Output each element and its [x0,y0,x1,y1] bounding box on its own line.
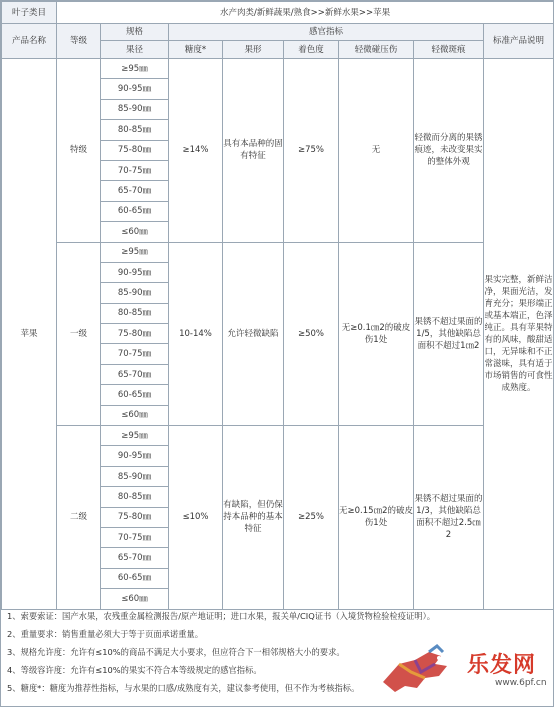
size-cell: 65-70㎜ [101,548,169,568]
size-cell: 85-90㎜ [101,283,169,303]
size-cell: 60-65㎜ [101,568,169,588]
grade-defect: 果锈不超过果面的1/5，其他缺陷总面积不超过1㎝2 [414,242,484,426]
size-cell: 80-85㎜ [101,120,169,140]
size-cell: ≥95㎜ [101,426,169,446]
watermark-url: www.6pf.cn [495,678,547,688]
size-cell: 65-70㎜ [101,181,169,201]
grade-name: 特级 [57,59,101,243]
grade-shape: 允许轻微缺陷 [223,242,284,426]
header-bruise: 轻微碰压伤 [339,41,414,59]
breadcrumb: 水产肉类/新鲜蔬果/熟食>>新鲜水果>>苹果 [57,2,554,24]
grade-color: ≥75% [284,59,339,243]
grade-color: ≥25% [284,426,339,610]
grade-color: ≥50% [284,242,339,426]
size-cell: ≥95㎜ [101,242,169,262]
grade-bruise: 无≥0.15㎝2的破皮伤1处 [339,426,414,610]
size-cell: 60-65㎜ [101,385,169,405]
size-cell: 70-75㎜ [101,160,169,180]
grade-sugar: 10-14% [169,242,223,426]
footnote: 4、等级容许度：允许有≤10%的果实不符合本等级规定的感官指标。 [7,665,262,675]
breadcrumb-label: 叶子类目 [2,2,57,24]
grade-name: 二级 [57,426,101,610]
header-grade: 等级 [57,24,101,59]
size-cell: 70-75㎜ [101,527,169,547]
header-shape: 果形 [223,41,284,59]
footnote: 1、索要索证：国产水果，农残重金属检测报告/原产地证明；进口水果，报关单/CIQ证书（入境货物检验检疫证明）。 [7,611,436,621]
size-cell: 75-80㎜ [101,140,169,160]
size-cell: 70-75㎜ [101,344,169,364]
size-cell: 90-95㎜ [101,262,169,282]
size-cell: 85-90㎜ [101,466,169,486]
size-cell: 65-70㎜ [101,364,169,384]
size-cell: 85-90㎜ [101,99,169,119]
header-sugar: 糖度* [169,41,223,59]
size-cell: 75-80㎜ [101,324,169,344]
grade-defect: 轻微而分离的果锈痕迹，未改变果实的整体外观 [414,59,484,243]
size-cell: ≤60㎜ [101,222,169,242]
watermark-text: 乐发网 [467,652,537,678]
grade-defect: 果锈不超过果面的1/3，其他缺陷总面积不超过2.5㎝2 [414,426,484,610]
size-cell: ≤60㎜ [101,405,169,425]
size-cell: 75-80㎜ [101,507,169,527]
header-defect: 轻微斑痕 [414,41,484,59]
watermark-logo [377,642,549,700]
size-cell: 80-85㎜ [101,303,169,323]
standard-description: 果实完整，新鲜洁净，果面光洁，发育充分；果形端正或基本端正，色泽纯正。具有苹果特有的风味，酸甜适口，无异味和不正常滋味，具有适于市场销售的可食性成熟度。 [484,59,554,610]
grade-sugar: ≤10% [169,426,223,610]
header-spec: 规格 [101,24,169,41]
header-diameter: 果径 [101,41,169,59]
size-cell: 90-95㎜ [101,79,169,99]
footnote: 5、糖度*：糖度为推荐性指标，与水果的口感/成熟度有关，建议参考使用，但不作为考核指标。 [7,683,360,693]
product-name-cell: 苹果 [2,59,57,610]
horse-logo-icon [377,642,473,700]
footnote: 2、重量要求：销售重量必须大于等于页面承诺重量。 [7,629,204,639]
grade-name: 一级 [57,242,101,426]
size-cell: 90-95㎜ [101,446,169,466]
size-cell: 80-85㎜ [101,487,169,507]
size-cell: ≤60㎜ [101,589,169,609]
header-color: 着色度 [284,41,339,59]
header-sensory: 感官指标 [169,24,484,41]
grade-shape: 有缺陷，但仍保持本品种的基本特征 [223,426,284,610]
header-standard: 标准产品说明 [484,24,554,59]
header-product-name: 产品名称 [2,24,57,59]
grade-bruise: 无 [339,59,414,243]
size-cell: ≥95㎜ [101,59,169,79]
grade-shape: 具有本品种的固有特征 [223,59,284,243]
apple-spec-table [1,1,554,610]
size-cell: 60-65㎜ [101,201,169,221]
grade-bruise: 无≥0.1㎝2的破皮伤1处 [339,242,414,426]
footnote: 3、规格允许度：允许有≤10%的商品不满足大小要求，但应符合下一相邻规格大小的要求。 [7,647,345,657]
grade-sugar: ≥14% [169,59,223,243]
